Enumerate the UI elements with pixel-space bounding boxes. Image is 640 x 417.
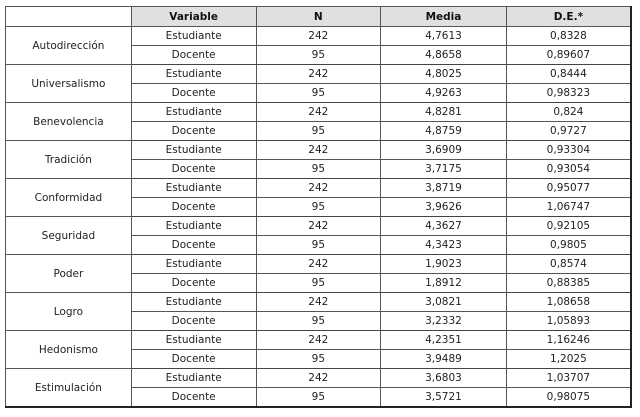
cell-media: 3,2332: [381, 312, 507, 331]
cell-variable: Estudiante: [131, 103, 256, 122]
cell-n: 242: [256, 141, 381, 160]
table-body: [6, 27, 632, 408]
cell-variable: Docente: [131, 274, 256, 293]
cell-variable: Docente: [131, 198, 256, 217]
cell-media: 4,2351: [381, 331, 507, 350]
cell-de: 0,9727: [506, 122, 631, 141]
cell-media: 3,0821: [381, 293, 507, 312]
cell-variable: Docente: [131, 160, 256, 179]
cell-de: 1,03707: [506, 369, 631, 388]
cell-n: 95: [256, 198, 381, 217]
cell-variable: Estudiante: [131, 179, 256, 198]
table-row: [6, 293, 632, 312]
cell-de: 0,92105: [506, 217, 631, 236]
cell-media: 4,3423: [381, 236, 507, 255]
cell-de: 0,93054: [506, 160, 631, 179]
cell-variable: Docente: [131, 350, 256, 369]
table-row: [6, 217, 632, 236]
table-row: [6, 179, 632, 198]
cell-de: 0,8574: [506, 255, 631, 274]
cell-variable: Docente: [131, 46, 256, 65]
cell-de: 1,06747: [506, 198, 631, 217]
group-label: Tradición: [6, 141, 132, 179]
cell-de: 0,9805: [506, 236, 631, 255]
table-row: [6, 255, 632, 274]
cell-variable: Docente: [131, 388, 256, 408]
cell-media: 3,9489: [381, 350, 507, 369]
cell-n: 95: [256, 236, 381, 255]
header-de: D.E.*: [506, 7, 631, 27]
table-row: [6, 331, 632, 350]
cell-variable: Estudiante: [131, 217, 256, 236]
cell-variable: Docente: [131, 122, 256, 141]
cell-n: 242: [256, 103, 381, 122]
cell-variable: Estudiante: [131, 369, 256, 388]
header-media: Media: [381, 7, 507, 27]
group-label: Hedonismo: [6, 331, 132, 369]
cell-variable: Docente: [131, 84, 256, 103]
group-label: Logro: [6, 293, 132, 331]
cell-n: 95: [256, 160, 381, 179]
cell-n: 242: [256, 179, 381, 198]
cell-n: 242: [256, 27, 381, 46]
cell-de: 1,05893: [506, 312, 631, 331]
cell-media: 4,8281: [381, 103, 507, 122]
cell-media: 3,8719: [381, 179, 507, 198]
cell-n: 242: [256, 369, 381, 388]
cell-variable: Docente: [131, 236, 256, 255]
cell-media: 4,8025: [381, 65, 507, 84]
cell-variable: Estudiante: [131, 65, 256, 84]
cell-n: 95: [256, 388, 381, 408]
group-label: Seguridad: [6, 217, 132, 255]
cell-variable: Estudiante: [131, 141, 256, 160]
cell-n: 95: [256, 312, 381, 331]
header-n: N: [256, 7, 381, 27]
group-label: Autodirección: [6, 27, 132, 65]
cell-n: 242: [256, 331, 381, 350]
statistics-table: [5, 6, 632, 408]
table-row: [6, 27, 632, 46]
cell-media: 3,9626: [381, 198, 507, 217]
table-row: [6, 369, 632, 388]
cell-media: 4,9263: [381, 84, 507, 103]
table-row: [6, 103, 632, 122]
cell-de: 0,88385: [506, 274, 631, 293]
cell-n: 95: [256, 274, 381, 293]
cell-n: 242: [256, 65, 381, 84]
header-blank: [6, 7, 132, 27]
cell-de: 0,98075: [506, 388, 631, 408]
cell-n: 95: [256, 350, 381, 369]
cell-de: 0,824: [506, 103, 631, 122]
cell-media: 1,9023: [381, 255, 507, 274]
cell-de: 1,08658: [506, 293, 631, 312]
cell-media: 3,6909: [381, 141, 507, 160]
cell-variable: Estudiante: [131, 255, 256, 274]
table-row: [6, 65, 632, 84]
cell-variable: Estudiante: [131, 331, 256, 350]
cell-media: 4,7613: [381, 27, 507, 46]
cell-variable: Estudiante: [131, 27, 256, 46]
cell-de: 1,2025: [506, 350, 631, 369]
cell-n: 95: [256, 122, 381, 141]
cell-variable: Estudiante: [131, 293, 256, 312]
cell-de: 0,93304: [506, 141, 631, 160]
cell-de: 0,8444: [506, 65, 631, 84]
group-label: Universalismo: [6, 65, 132, 103]
cell-n: 242: [256, 255, 381, 274]
cell-de: 0,95077: [506, 179, 631, 198]
cell-media: 4,8658: [381, 46, 507, 65]
cell-de: 0,98323: [506, 84, 631, 103]
cell-n: 95: [256, 84, 381, 103]
cell-variable: Docente: [131, 312, 256, 331]
cell-media: 3,6803: [381, 369, 507, 388]
header-variable: Variable: [131, 7, 256, 27]
group-label: Benevolencia: [6, 103, 132, 141]
cell-n: 242: [256, 217, 381, 236]
cell-media: 4,3627: [381, 217, 507, 236]
cell-de: 1,16246: [506, 331, 631, 350]
cell-media: 4,8759: [381, 122, 507, 141]
group-label: Poder: [6, 255, 132, 293]
cell-n: 242: [256, 293, 381, 312]
cell-n: 95: [256, 46, 381, 65]
cell-media: 3,7175: [381, 160, 507, 179]
cell-de: 0,89607: [506, 46, 631, 65]
cell-de: 0,8328: [506, 27, 631, 46]
header-row: [6, 7, 632, 27]
cell-media: 3,5721: [381, 388, 507, 408]
cell-media: 1,8912: [381, 274, 507, 293]
group-label: Conformidad: [6, 179, 132, 217]
table-row: [6, 141, 632, 160]
group-label: Estimulación: [6, 369, 132, 408]
